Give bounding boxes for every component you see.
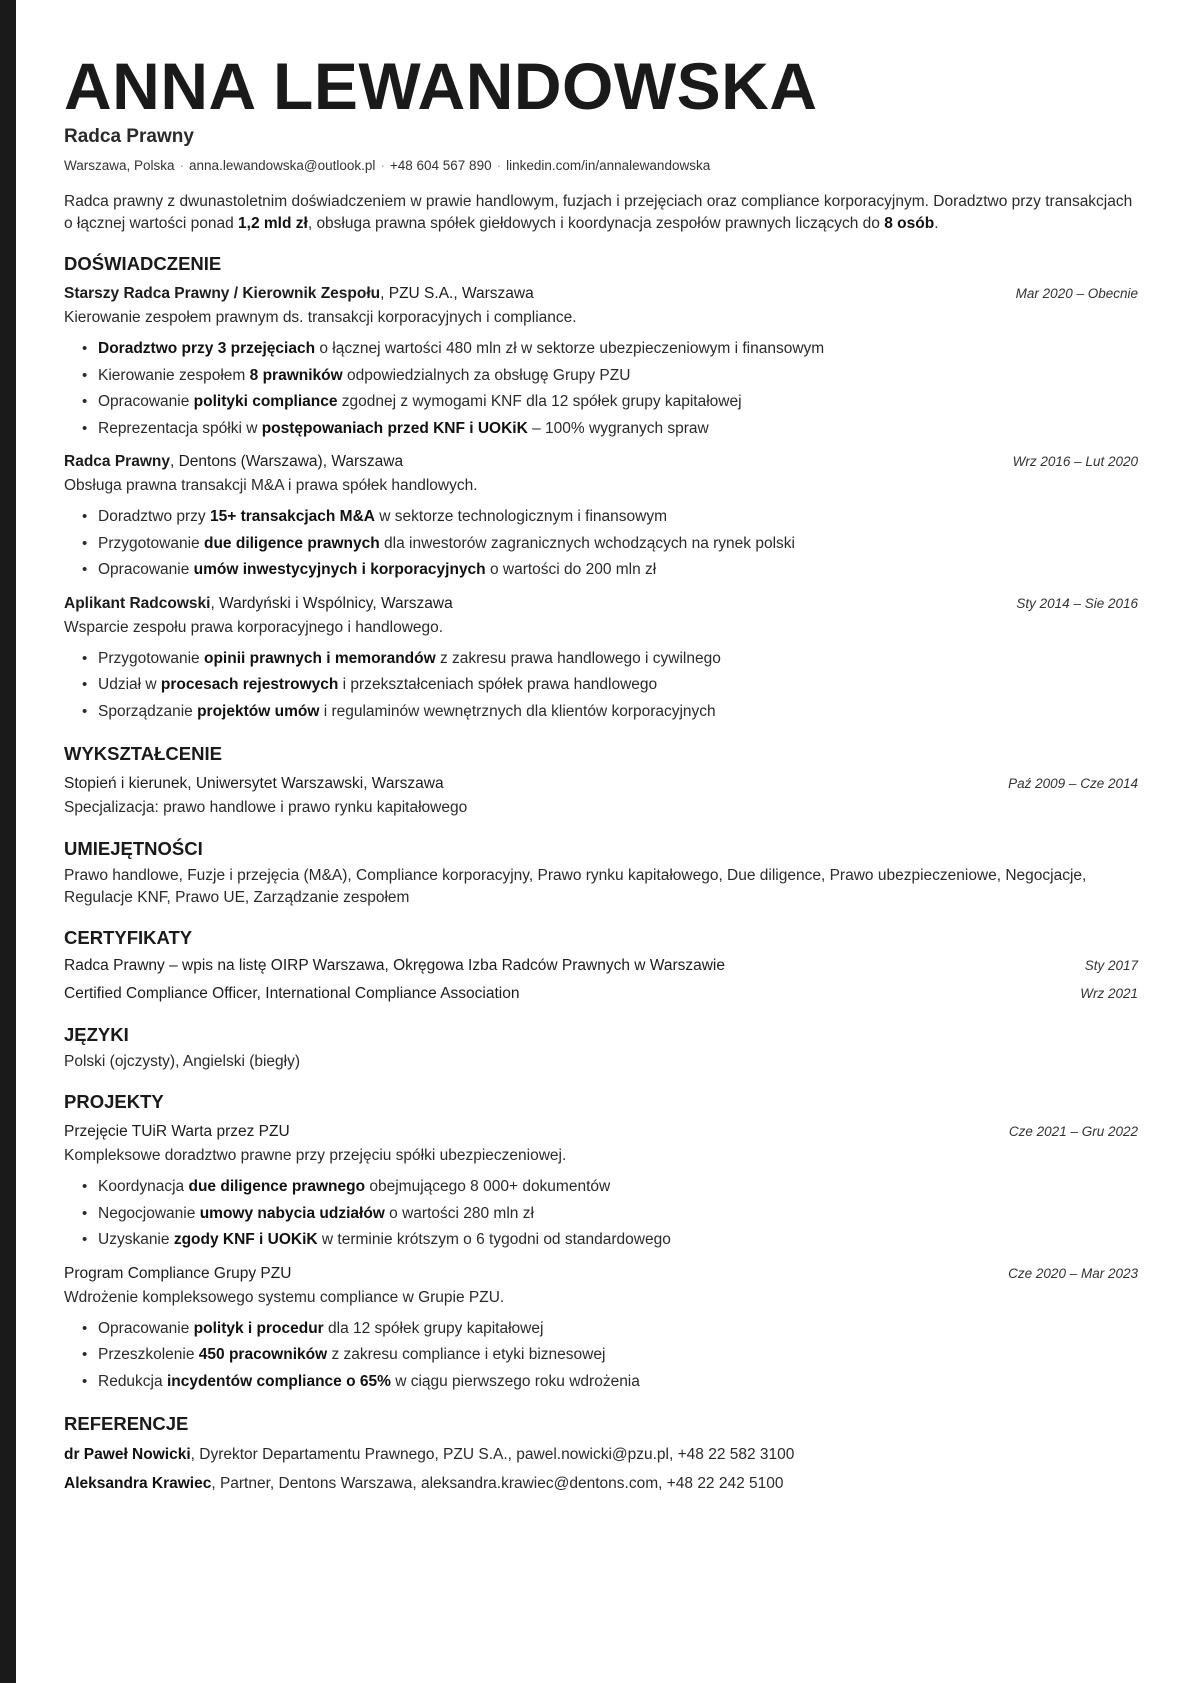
bullet-text: Udział w (98, 676, 161, 693)
contact-phone: +48 604 567 890 (389, 158, 492, 173)
bullet-item (64, 699, 1138, 726)
summary-text: Radca prawny z dwunastoletnim doświadczeniem w prawie handlowym, fuzjach i przejęciach oraz compliance korporacyjnym. Doradztwo przy transakcjach o łącznej wartości ponad (64, 193, 1133, 232)
bullet-item (64, 389, 1138, 416)
bullet-text: o łącznej wartości 480 mln zł w sektorze ubezpieczeniowym i finansowym (315, 340, 825, 357)
resume-page (16, 0, 1190, 1683)
experience-entry (64, 282, 1138, 442)
job-dates: Wrz 2016 – Lut 2020 (1012, 454, 1138, 469)
certificate-name: Certified Compliance Officer, International Compliance Association (64, 985, 520, 1002)
job-company: , PZU S.A., Warszawa (380, 285, 534, 302)
bullet-text: z zakresu prawa handlowego i cywilnego (435, 649, 721, 667)
section-title-certificates: CERTYFIKATY (64, 927, 193, 948)
candidate-name: ANNA LEWANDOWSKA (64, 49, 818, 123)
bullet-item (64, 557, 1138, 584)
certificate-date: Sty 2017 (1084, 958, 1138, 973)
bullet-text: o wartości do 200 mln zł (485, 561, 657, 578)
bullet-text: dla 12 spółek grupy kapitałowej (323, 1319, 544, 1337)
contact-separator: · (496, 158, 502, 173)
job-dates: Sty 2014 – Sie 2016 (1016, 595, 1138, 611)
contact-email[interactable]: anna.lewandowska@outlook.pl (189, 158, 376, 173)
certificate-entry (64, 982, 1138, 1006)
job-bullets (64, 336, 1138, 442)
section-title-skills: UMIEJĘTNOŚCI (64, 838, 203, 859)
project-name: Przejęcie TUiR Warta przez PZU (64, 1123, 290, 1140)
summary-highlight: 8 osób (884, 215, 935, 232)
certificate-name: Radca Prawny – wpis na listę OIRP Warszawa, Okręgowa Izba Radców Prawnych w Warszawie (64, 957, 725, 974)
candidate-title: Radca Prawny (64, 126, 194, 147)
experience-entry (64, 450, 1138, 584)
job-heading (64, 450, 403, 474)
bullet-bold: 15+ transakcjach M&A (209, 508, 375, 525)
bullet-item (64, 1174, 1138, 1201)
bullet-text: w ciągu pierwszego roku wdrożenia (390, 1372, 640, 1390)
bullet-text: odpowiedzialnych za obsługę Grupy PZU (342, 366, 631, 384)
contact-linkedin[interactable]: linkedin.com/in/annalewandowska (506, 158, 711, 173)
bullet-item (64, 1342, 1138, 1369)
bullet-item (64, 1369, 1138, 1396)
bullet-bold: umowy nabycia udziałów (199, 1204, 385, 1222)
bullet-item (64, 1227, 1138, 1254)
reference-name: Aleksandra Krawiec (64, 1475, 212, 1492)
job-company: , Wardyński i Wspólnicy, Warszawa (210, 594, 453, 612)
certificate-date: Wrz 2021 (1080, 986, 1138, 1001)
reference-entry (64, 1440, 1138, 1469)
bullet-text: Przygotowanie (98, 649, 204, 667)
bullet-text: obejmującego 8 000+ dokumentów (365, 1178, 611, 1195)
bullet-bold: projektów umów (197, 702, 320, 720)
bullet-bold: procesach rejestrowych (160, 676, 339, 693)
bullet-item (64, 416, 1138, 443)
job-position: Aplikant Radcowski (64, 594, 211, 612)
education-degree: Stopień i kierunek, Uniwersytet Warszawski, Warszawa (64, 775, 444, 792)
project-entry (64, 1120, 1138, 1254)
bullet-text: Redukcja (98, 1372, 167, 1390)
bullet-item (64, 531, 1138, 558)
job-heading (64, 592, 453, 616)
bullet-text: z zakresu compliance i etyki biznesowej (327, 1346, 606, 1363)
bullet-text: w terminie krótszym o 6 tygodni od standardowego (317, 1231, 671, 1248)
resume-content (64, 49, 1138, 1498)
bullet-item (64, 1316, 1138, 1343)
education-dates: Paź 2009 – Cze 2014 (1008, 776, 1138, 791)
bullet-text: w sektorze technologicznym i finansowym (374, 508, 668, 525)
job-description: Wsparcie zespołu prawa korporacyjnego i handlowego. (64, 618, 444, 636)
contact-location: Warszawa, Polska (64, 158, 175, 173)
bullet-text: Opracowanie (98, 561, 194, 578)
job-position: Radca Prawny (64, 453, 170, 470)
summary-highlight: 1,2 mld zł (238, 215, 308, 232)
job-dates: Mar 2020 – Obecnie (1015, 286, 1138, 301)
bullet-text: Negocjowanie (98, 1204, 200, 1222)
professional-summary (64, 191, 1138, 235)
bullet-bold: polityki compliance (193, 393, 338, 410)
bullet-text: i przekształceniach spółek prawa handlowego (338, 676, 658, 693)
bullet-bold: Doradztwo przy 3 przejęciach (98, 340, 316, 357)
bullet-item (64, 1201, 1138, 1228)
bullet-text: Przeszkolenie (98, 1346, 199, 1363)
project-bullets (64, 1174, 1138, 1254)
bullet-text: Uzyskanie (98, 1231, 174, 1248)
contact-separator: · (179, 158, 185, 173)
bullet-text: zgodnej z wymogami KNF dla 12 spółek grupy kapitałowej (337, 393, 742, 410)
bullet-item (64, 363, 1138, 390)
job-bullets (64, 504, 1138, 584)
project-bullets (64, 1316, 1138, 1396)
job-heading (64, 282, 534, 306)
bullet-item (64, 672, 1138, 699)
project-description: Wdrożenie kompleksowego systemu compliance w Grupie PZU. (64, 1288, 505, 1306)
job-company: , Dentons (Warszawa), Warszawa (169, 453, 404, 470)
skills-list: Prawo handlowe, Fuzje i przejęcia (M&A), Compliance korporacyjny, Prawo rynku kapitałowego, Due diligence, Prawo ubezpieczeniowe, Negocjacje, Regulacje KNF, Prawo UE, Zarządzanie zespołem (64, 867, 1087, 906)
reference-name: dr Paweł Nowicki (64, 1446, 191, 1463)
project-dates: Cze 2021 – Gru 2022 (1008, 1124, 1138, 1139)
bullet-item (64, 504, 1138, 531)
section-title-languages: JĘZYKI (64, 1024, 129, 1045)
experience-entry (64, 592, 1138, 726)
bullet-text: Opracowanie (98, 1319, 194, 1337)
bullet-text: Doradztwo przy (98, 508, 210, 525)
languages-list: Polski (ojczysty), Angielski (biegły) (64, 1053, 301, 1070)
section-title-education: WYKSZTAŁCENIE (64, 743, 222, 764)
bullet-text: Kierowanie zespołem (98, 366, 250, 384)
contact-separator: · (380, 158, 385, 173)
section-title-experience: DOŚWIADCZENIE (64, 253, 222, 274)
project-description: Kompleksowe doradztwo prawne przy przejęciu spółki ubezpieczeniowej. (64, 1147, 567, 1164)
reference-details: , Dyrektor Departamentu Prawnego, PZU S.A., pawel.nowicki@pzu.pl, +48 22 582 3100 (190, 1446, 795, 1463)
summary-text: , obsługa prawna spółek giełdowych i koordynacja zespołów prawnych liczących do (307, 215, 885, 232)
bullet-bold: postępowaniach przed KNF i UOKiK (261, 419, 528, 437)
bullet-bold: due diligence prawnych (203, 534, 380, 552)
job-position: Starszy Radca Prawny / Kierownik Zespołu (64, 285, 381, 302)
bullet-bold: polityk i procedur (193, 1319, 324, 1337)
bullet-bold: 8 prawników (249, 366, 343, 384)
bullet-bold: umów inwestycyjnych i korporacyjnych (193, 561, 486, 578)
references-list (64, 1440, 1138, 1498)
bullet-bold: opinii prawnych i memorandów (203, 649, 436, 667)
job-description: Obsługa prawna transakcji M&A i prawa spółek handlowych. (64, 477, 478, 494)
bullet-text: Koordynacja (98, 1178, 189, 1195)
education-entry (64, 772, 1138, 820)
project-name: Program Compliance Grupy PZU (64, 1264, 292, 1282)
bullet-text: Przygotowanie (98, 534, 204, 552)
section-title-projects: PROJEKTY (64, 1091, 164, 1112)
certificate-entry (64, 954, 1138, 978)
bullet-text: o wartości 280 mln zł (384, 1204, 534, 1222)
bullet-bold: incydentów compliance o 65% (166, 1372, 391, 1390)
bullet-text: Sporządzanie (98, 702, 198, 720)
bullet-text: Opracowanie (98, 393, 194, 410)
bullet-bold: zgody KNF i UOKiK (173, 1231, 318, 1248)
reference-details: , Partner, Dentons Warszawa, aleksandra.krawiec@dentons.com, +48 22 242 5100 (211, 1475, 784, 1492)
bullet-item (64, 336, 1138, 363)
summary-text: . (934, 215, 939, 232)
contact-line (64, 157, 1138, 175)
bullet-bold: 450 pracowników (198, 1346, 328, 1363)
reference-entry (64, 1469, 1138, 1498)
project-dates: Cze 2020 – Mar 2023 (1008, 1265, 1138, 1281)
bullet-text: – 100% wygranych spraw (527, 419, 709, 437)
bullet-bold: due diligence prawnego (188, 1178, 366, 1195)
bullet-text: i regulaminów wewnętrznych dla klientów korporacyjnych (319, 702, 716, 720)
bullet-item (64, 646, 1138, 673)
bullet-text: dla inwestorów zagranicznych wchodzących na rynek polski (379, 534, 795, 552)
section-title-references: REFERENCJE (64, 1413, 189, 1434)
bullet-text: Reprezentacja spółki w (98, 419, 262, 437)
job-bullets (64, 646, 1138, 726)
project-entry (64, 1262, 1138, 1396)
job-description: Kierowanie zespołem prawnym ds. transakcji korporacyjnych i compliance. (64, 309, 577, 326)
education-specialization: Specjalizacja: prawo handlowe i prawo rynku kapitałowego (64, 799, 468, 816)
